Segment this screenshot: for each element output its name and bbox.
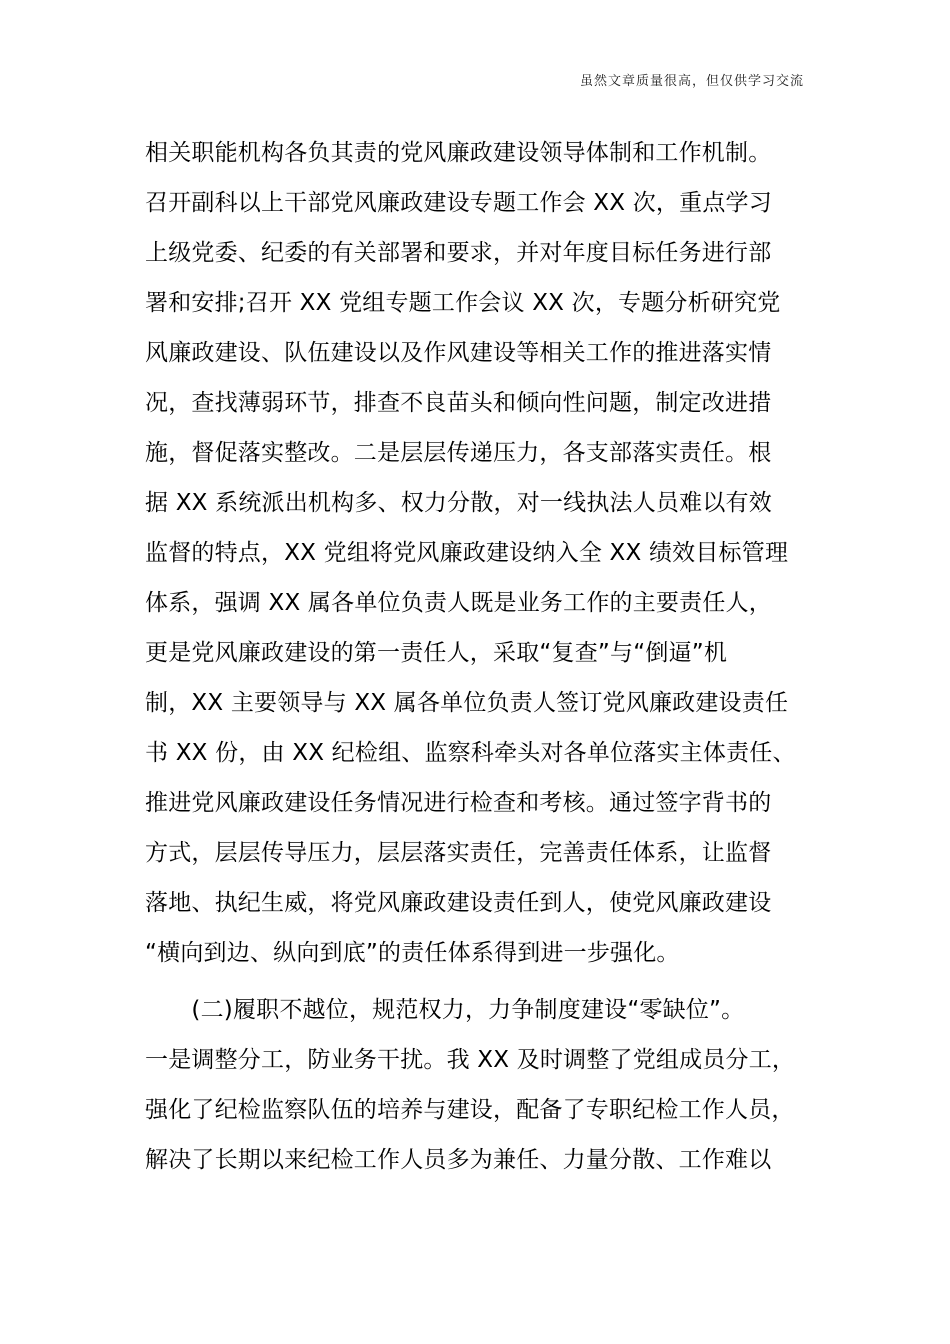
text-line: 上级党委、纪委的有关部署和要求，并对年度目标任务进行部: [145, 240, 772, 266]
section-heading-line: (二)履职不越位，规范权力，力争制度建设“零缺位”。: [145, 997, 745, 1023]
text-line: “横向到边、纵向到底”的责任体系得到进一步强化。: [145, 940, 680, 966]
text-line: 落地、执纪生威，将党风廉政建设责任到人，使党风廉政建设: [145, 890, 772, 916]
text-line: 体系，强调 XX 属各单位负责人既是业务工作的主要责任人，: [145, 590, 772, 616]
document-body: [145, 128, 815, 1185]
text-line: 施，督促落实整改。二是层层传递压力，各支部落实责任。根: [145, 440, 772, 466]
text-line: 制，XX 主要领导与 XX 属各单位负责人签订党风廉政建设责任: [145, 690, 789, 716]
paragraph-gap: [145, 978, 815, 985]
text-line: 一是调整分工，防业务干扰。我 XX 及时调整了党组成员分工，: [145, 1047, 796, 1073]
text-line: 方式，层层传导压力，层层落实责任，完善责任体系，让监督: [145, 840, 772, 866]
text-line: 据 XX 系统派出机构多、权力分散，对一线执法人员难以有效: [145, 490, 772, 516]
text-line: 召开副科以上干部党风廉政建设专题工作会 XX 次，重点学习: [145, 190, 772, 216]
header-disclaimer: 虽然文章质量很高，但仅供学习交流: [579, 74, 804, 89]
text-line: 书 XX 份，由 XX 纪检组、监察科牵头对各单位落实主体责任、: [145, 740, 796, 766]
text-line: 风廉政建设、队伍建设以及作风建设等相关工作的推进落实情: [145, 340, 772, 366]
text-line: 监督的特点，XX 党组将党风廉政建设纳入全 XX 绩效目标管理: [145, 540, 789, 566]
text-line: 强化了纪检监察队伍的培养与建设，配备了专职纪检工作人员，: [145, 1097, 795, 1123]
text-line: 更是党风廉政建设的第一责任人，采取“复查”与“倒逼”机: [145, 640, 728, 666]
paragraph-2: [145, 985, 815, 1185]
text-line: 况，查找薄弱环节，排查不良苗头和倾向性问题，制定改进措: [145, 390, 772, 416]
text-line: 推进党风廉政建设任务情况进行检查和考核。通过签字背书的: [145, 790, 772, 816]
paragraph-1: [145, 128, 815, 978]
text-line: 相关职能机构各负其责的党风廉政建设领导体制和工作机制。: [145, 140, 772, 166]
text-line: 署和安排;召开 XX 党组专题工作会议 XX 次，专题分析研究党: [145, 290, 781, 316]
text-line: 解决了长期以来纪检工作人员多为兼任、力量分散、工作难以: [145, 1147, 772, 1173]
